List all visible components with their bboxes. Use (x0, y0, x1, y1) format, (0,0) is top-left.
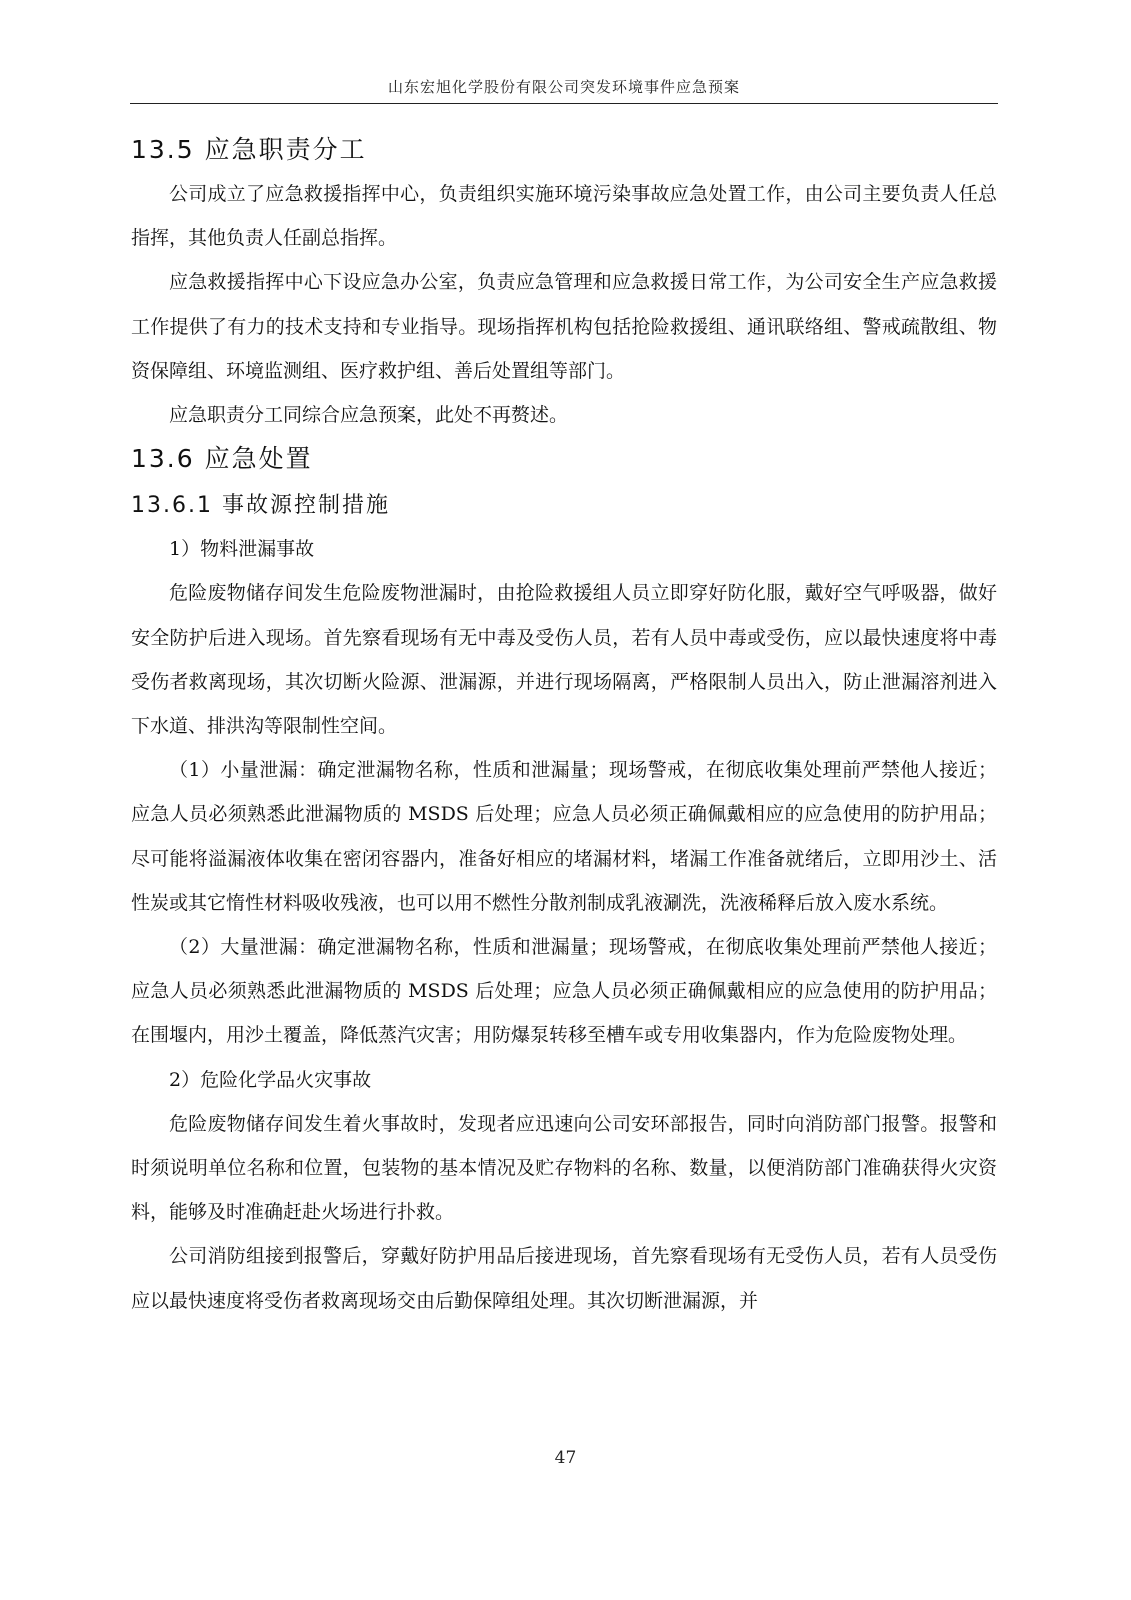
paragraph: 应急职责分工同综合应急预案，此处不再赘述。 (169, 404, 569, 427)
list-item-title: 2）危险化学品火灾事故 (169, 1068, 372, 1091)
paragraph: 公司消防组接到报警后，穿戴好防护用品后接进现场，首先察看现场有无受伤人员，若有人员受伤应以最快速度将受伤者救离现场交由后勤保障组处理。其次切断泄漏源，并 (131, 1245, 997, 1312)
page-content (131, 128, 997, 1323)
list-item-title: 1）物料泄漏事故 (169, 538, 315, 561)
paragraph: （2）大量泄漏：确定泄漏物名称，性质和泄漏量；现场警戒，在彻底收集处理前严禁他人接近；应急人员必须熟悉此泄漏物质的 MSDS 后处理；应急人员必须正确佩戴相应的应急使用的防护用品；在围堰内，用沙土覆盖，降低蒸汽灾害；用防爆泵转移至槽车或专用收集器内，作为危险废物处理。 (131, 936, 997, 1047)
heading-13-6-1: 13.6.1 事故源控制措施 (131, 493, 390, 519)
page-number: 47 (554, 1448, 577, 1468)
paragraph: 危险废物储存间发生着火事故时，发现者应迅速向公司安环部报告，同时向消防部门报警。报警和时须说明单位名称和位置，包装物的基本情况及贮存物料的名称、数量，以便消防部门准确获得火灾资料，能够及时准确赶赴火场进行扑救。 (131, 1112, 997, 1224)
heading-13-6: 13.6 应急处置 (131, 444, 313, 474)
heading-13-5: 13.5 应急职责分工 (131, 135, 367, 164)
paragraph: 公司成立了应急救援指挥中心，负责组织实施环境污染事故应急处置工作，由公司主要负责人任总指挥，其他负责人任副总指挥。 (131, 183, 997, 250)
running-header: 山东宏旭化学股份有限公司突发环境事件应急预案 (387, 78, 740, 96)
paragraph: 危险废物储存间发生危险废物泄漏时，由抢险救援组人员立即穿好防化服，戴好空气呼吸器，做好安全防护后进入现场。首先察看现场有无中毒及受伤人员，若有人员中毒或受伤，应以最快速度将中毒受伤者救离现场，其次切断火险源、泄漏源，并进行现场隔离，严格限制人员出入，防止泄漏溶剂进入下水道、排洪沟等限制性空间。 (131, 582, 997, 738)
paragraph: 应急救援指挥中心下设应急办公室，负责应急管理和应急救援日常工作，为公司安全生产应急救援工作提供了有力的技术支持和专业指导。现场指挥机构包括抢险救援组、通讯联络组、警戒疏散组、物资保障组、环境监测组、医疗救护组、善后处置组等部门。 (131, 271, 997, 382)
header-rule (130, 103, 998, 104)
paragraph: （1）小量泄漏：确定泄漏物名称，性质和泄漏量；现场警戒，在彻底收集处理前严禁他人接近；应急人员必须熟悉此泄漏物质的 MSDS 后处理；应急人员必须正确佩戴相应的应急使用的防护用品；尽可能将溢漏液体收集在密闭容器内，准备好相应的堵漏材料，堵漏工作准备就绪后，立即用沙土、活性炭或其它惰性材料吸收残液，也可以用不燃性分散剂制成乳液涮洗，洗液稀释后放入废水系统。 (131, 759, 997, 914)
